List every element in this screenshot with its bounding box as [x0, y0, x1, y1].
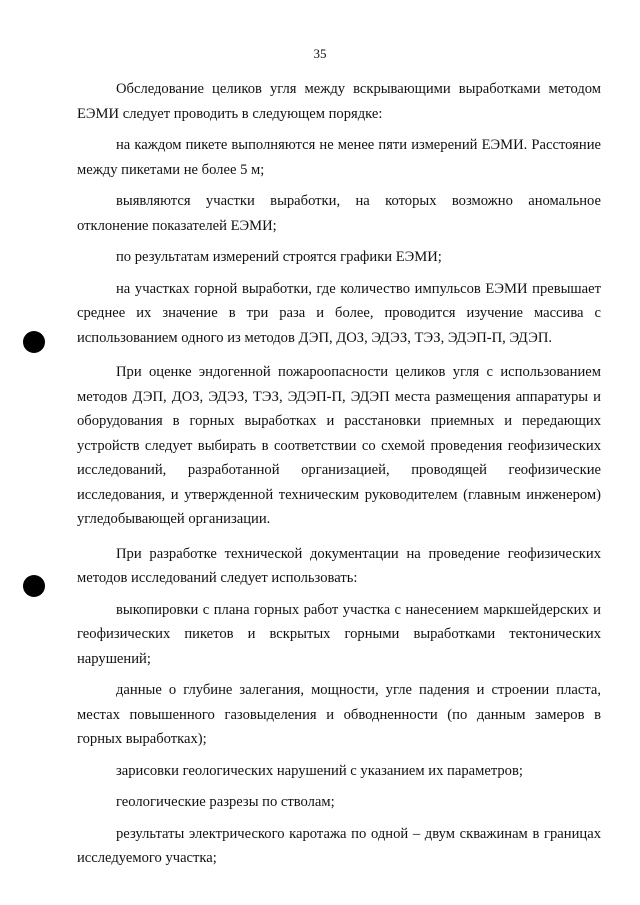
paragraph: При разработке технической документации на проведение геофизических методов исследований следует использовать: — [77, 545, 601, 586]
paragraph: При оценке эндогенной пожароопасности целиков угля с использованием методов ДЭП, ДОЗ, ЭДЭЗ, ТЭЗ, ЭДЭП-П, ЭДЭП места размещения аппаратуры и оборудования в горных выработках и расстановки приемных и передающих устройств следует выбирать в соответствии со схемой проведения геофизических исследований, разработанной организацией, проводящей геофизические исследования, и утвержденной техническим руководителем (главным инженером) угледобывающей организации. — [77, 364, 601, 527]
paragraph: зарисовки геологических нарушений с указанием их параметров; — [116, 762, 523, 779]
paragraph: результаты электрического каротажа по одной – двум скважинам в границах исследуемого участка; — [77, 825, 601, 866]
paragraph: Обследование целиков угля между вскрывающими выработками методом ЕЭМИ следует проводить в следующем порядке: — [77, 81, 601, 122]
paragraph: на каждом пикете выполняются не менее пяти измерений ЕЭМИ. Расстояние между пикетами не более 5 м; — [77, 137, 601, 178]
punch-hole-mark — [23, 575, 45, 597]
paragraph: выкопировки с плана горных работ участка с нанесением маркшейдерских и геофизических пикетов и вскрытых горными выработками тектонических нарушений; — [77, 601, 601, 667]
page-number: 35 — [313, 46, 327, 61]
paragraph: выявляются участки выработки, на которых возможно аномальное отклонение показателей ЕЭМИ; — [77, 193, 601, 234]
paragraph: на участках горной выработки, где количество импульсов ЕЭМИ превышает среднее их значение в три раза и более, проводится изучение массива с использованием одного из методов ДЭП, ДОЗ, ЭДЭЗ, ТЭЗ, ЭДЭП-П, ЭДЭП. — [77, 280, 601, 346]
paragraph: геологические разрезы по стволам; — [116, 794, 335, 810]
punch-hole-mark — [23, 331, 45, 353]
paragraph: данные о глубине залегания, мощности, угле падения и строении пласта, местах повышенного газовыделения и обводненности (по данным замеров в горных выработках); — [77, 682, 601, 747]
paragraph: по результатам измерений строятся графики ЕЭМИ; — [116, 249, 442, 265]
document-body — [77, 77, 601, 878]
